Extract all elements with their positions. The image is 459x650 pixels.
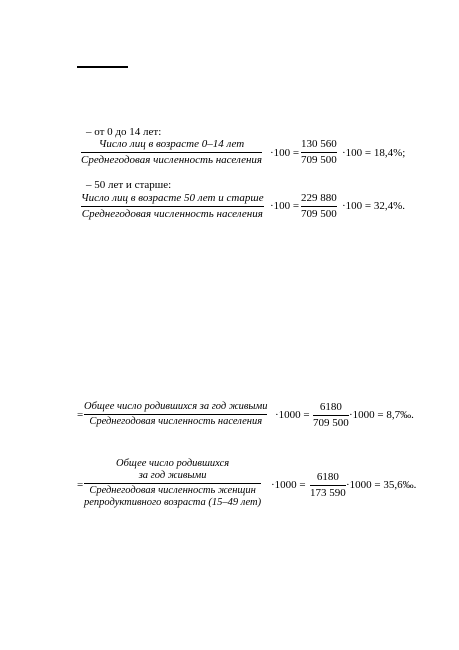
- formula-numerator: Общее число родившихся за год живыми: [84, 401, 268, 412]
- formula-denominator-line2: репродуктивного возраста (15–49 лет): [84, 497, 262, 509]
- multiplier: ·100 =: [270, 147, 300, 159]
- value-fraction: [301, 192, 337, 220]
- equals-sign: =: [77, 409, 84, 421]
- result: ·100 = 32,4%.: [342, 200, 406, 212]
- fraction-bar: [301, 206, 337, 207]
- formula-fertility-rate-fraction: [84, 458, 261, 509]
- multiplier: ·1000 =: [271, 479, 306, 491]
- value-numerator: 6180: [316, 471, 339, 483]
- fraction-bar: [81, 206, 264, 207]
- result: ·1000 = 8,7‰.: [349, 409, 414, 421]
- value-numerator: 130 560: [301, 138, 337, 150]
- value-numerator: 229 880: [301, 192, 337, 204]
- value-denominator: 709 500: [313, 416, 349, 429]
- multiplier: ·100 =: [270, 200, 300, 212]
- formula-denominator: Среднегодовая численность населения: [89, 416, 263, 428]
- fraction-bar: [84, 414, 267, 415]
- value-denominator: 709 500: [301, 153, 337, 166]
- formula-age-50-fraction: [81, 192, 264, 220]
- intro-age-50-plus: – 50 лет и старше:: [86, 179, 172, 191]
- header-rule: [77, 66, 128, 68]
- value-fraction: [310, 471, 346, 499]
- result: ·100 = 18,4%;: [342, 147, 406, 159]
- formula-denominator: Среднегодовая численность населения: [81, 207, 263, 220]
- formula-denominator-line1: Среднегодовая численность женщин: [89, 485, 256, 497]
- formula-numerator-line1: Общее число родившихся: [116, 458, 230, 469]
- value-denominator: 173 590: [310, 486, 346, 499]
- value-fraction: [313, 401, 349, 429]
- multiplier: ·1000 =: [275, 409, 310, 421]
- value-fraction: [301, 138, 337, 166]
- formula-denominator: Среднегодовая численность населения: [81, 153, 263, 166]
- fraction-bar: [84, 483, 261, 484]
- fraction-bar: [301, 152, 337, 153]
- equals-sign: =: [77, 479, 84, 491]
- formula-numerator-line2: за год живыми: [138, 470, 207, 482]
- intro-age-0-14: – от 0 до 14 лет:: [86, 126, 162, 138]
- fraction-bar: [313, 415, 349, 416]
- value-numerator: 6180: [319, 401, 342, 413]
- formula-numerator: Число лиц в возрасте 0–14 лет: [98, 138, 245, 150]
- formula-numerator: [116, 458, 229, 482]
- value-denominator: 709 500: [301, 207, 337, 220]
- formula-denominator: [84, 485, 261, 509]
- formula-birth-rate-fraction: [84, 401, 267, 428]
- formula-numerator: Число лиц в возрасте 50 лет и старше: [81, 192, 264, 204]
- fraction-bar: [310, 485, 346, 486]
- result: ·1000 = 35,6‰.: [346, 479, 417, 491]
- fraction-bar: [81, 152, 262, 153]
- formula-age-0-14-fraction: [81, 138, 262, 166]
